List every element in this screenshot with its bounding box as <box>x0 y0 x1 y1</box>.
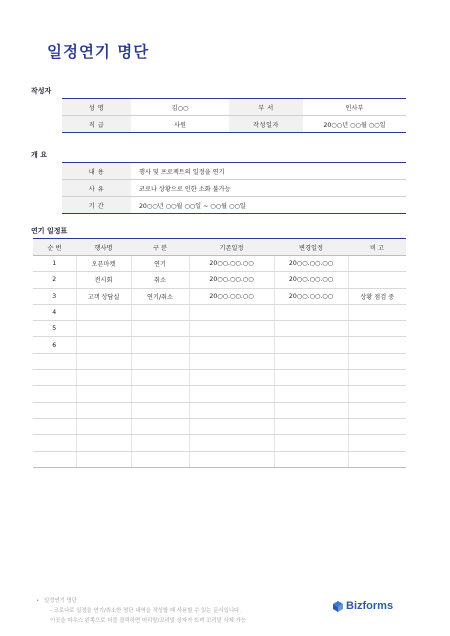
cell-no[interactable]: 2 <box>33 272 76 288</box>
cell-remarks[interactable]: 상황 점검 중 <box>348 288 406 304</box>
reason-value[interactable]: 코로나 상황으로 인한 소화 불가능 <box>131 180 406 197</box>
cell-no[interactable] <box>33 370 76 386</box>
content-label: 내 용 <box>62 163 131 180</box>
table-row <box>33 353 406 369</box>
name-label: 성 명 <box>62 99 131 116</box>
page-title: 일정연기 명단 <box>47 43 150 61</box>
footer-line3: 이곳을 마우스 왼쪽으로 더블 클릭하면 머리말/꼬리말 상자가 뜨며 꼬리말 삭제 가능 <box>50 618 247 624</box>
cell-no[interactable] <box>33 386 76 402</box>
overview-row <box>62 163 406 180</box>
table-row <box>33 386 406 402</box>
schedule-body <box>33 256 406 468</box>
table-row <box>33 370 406 386</box>
cell-no[interactable] <box>33 418 76 434</box>
cell-event[interactable] <box>76 337 131 353</box>
cell-new-date[interactable] <box>274 304 348 320</box>
cell-event[interactable] <box>76 451 131 467</box>
cell-type[interactable] <box>131 353 189 369</box>
bizforms-logo <box>333 600 393 612</box>
cell-event[interactable] <box>76 304 131 320</box>
cell-remarks[interactable] <box>348 418 406 434</box>
overview-section-label: 개 요 <box>31 151 47 159</box>
cell-new-date[interactable] <box>274 435 348 451</box>
col-header-type: 구 분 <box>131 239 189 256</box>
period-value[interactable]: 20○○년 ○○월 ○○일 ~ ○○월 ○○일 <box>131 197 406 214</box>
col-header-remarks: 비 고 <box>348 239 406 256</box>
overview-row <box>62 197 406 214</box>
table-row <box>33 321 406 337</box>
cell-new-date[interactable] <box>274 370 348 386</box>
cell-type[interactable] <box>131 386 189 402</box>
cell-event[interactable] <box>76 370 131 386</box>
cell-original-date[interactable] <box>189 370 274 386</box>
cell-new-date[interactable]: 20○○.○○.○○ <box>274 288 348 304</box>
cell-type[interactable] <box>131 451 189 467</box>
cell-no[interactable] <box>33 451 76 467</box>
department-label: 부 서 <box>229 99 303 116</box>
cell-remarks[interactable] <box>348 256 406 272</box>
cell-event[interactable] <box>76 353 131 369</box>
cell-original-date[interactable] <box>189 321 274 337</box>
cell-new-date[interactable] <box>274 451 348 467</box>
cell-event[interactable] <box>76 321 131 337</box>
cell-original-date[interactable] <box>189 386 274 402</box>
overview-row <box>62 180 406 197</box>
cell-new-date[interactable] <box>274 337 348 353</box>
cell-type[interactable]: 취소 <box>131 272 189 288</box>
cell-remarks[interactable] <box>348 451 406 467</box>
cell-event[interactable]: 고객 상담실 <box>76 288 131 304</box>
bizforms-logo-icon <box>333 601 343 612</box>
cell-remarks[interactable] <box>348 402 406 418</box>
cell-type[interactable]: 연기/취소 <box>131 288 189 304</box>
table-row <box>33 402 406 418</box>
schedule-section-label: 연기 일정표 <box>31 227 68 235</box>
cell-event[interactable] <box>76 386 131 402</box>
cell-remarks[interactable] <box>348 435 406 451</box>
cell-type[interactable] <box>131 321 189 337</box>
cell-type[interactable] <box>131 402 189 418</box>
schedule-table <box>33 238 406 468</box>
cell-remarks[interactable] <box>348 353 406 369</box>
cell-new-date[interactable]: 20○○.○○.○○ <box>274 272 348 288</box>
cell-new-date[interactable] <box>274 418 348 434</box>
cell-type[interactable]: 연기 <box>131 256 189 272</box>
cell-no[interactable] <box>33 435 76 451</box>
cell-no[interactable] <box>33 402 76 418</box>
cell-type[interactable] <box>131 304 189 320</box>
cell-type[interactable] <box>131 418 189 434</box>
cell-remarks[interactable] <box>348 272 406 288</box>
cell-original-date[interactable] <box>189 435 274 451</box>
col-header-new-date: 변경일정 <box>274 239 348 256</box>
cell-original-date[interactable] <box>189 451 274 467</box>
cell-new-date[interactable] <box>274 321 348 337</box>
cell-no[interactable]: 4 <box>33 304 76 320</box>
cell-remarks[interactable] <box>348 337 406 353</box>
period-label: 기 간 <box>62 197 131 214</box>
author-row <box>62 99 406 116</box>
cell-original-date[interactable] <box>189 337 274 353</box>
name-value[interactable]: 김○○ <box>131 99 229 116</box>
author-row <box>62 116 406 133</box>
cell-new-date[interactable] <box>274 402 348 418</box>
author-section-label: 작성자 <box>31 87 52 95</box>
footer-line2: - 코로나로 일정을 연기/취소한 명단 내역을 작성할 때 사용할 수 있는 문서입니다. <box>50 608 241 614</box>
cell-no[interactable] <box>33 353 76 369</box>
cell-original-date[interactable] <box>189 402 274 418</box>
cell-no[interactable]: 3 <box>33 288 76 304</box>
table-row <box>33 337 406 353</box>
table-row <box>33 451 406 467</box>
table-row <box>33 418 406 434</box>
cell-new-date[interactable] <box>274 386 348 402</box>
cell-event[interactable]: 오픈마켓 <box>76 256 131 272</box>
cell-remarks[interactable] <box>348 321 406 337</box>
col-header-original-date: 기존일정 <box>189 239 274 256</box>
table-row <box>33 256 406 272</box>
cell-type[interactable] <box>131 337 189 353</box>
cell-remarks[interactable] <box>348 386 406 402</box>
table-row <box>33 435 406 451</box>
date-label: 작성일자 <box>229 116 303 133</box>
cell-remarks[interactable] <box>348 304 406 320</box>
footer-note <box>36 596 246 626</box>
cell-event[interactable]: 전시회 <box>76 272 131 288</box>
cell-original-date[interactable] <box>189 353 274 369</box>
bizforms-logo-text: Bizforms <box>346 600 394 612</box>
cell-event[interactable] <box>76 435 131 451</box>
table-row <box>33 288 406 304</box>
cell-original-date[interactable]: 20○○.○○.○○ <box>189 256 274 272</box>
col-header-event: 행사명 <box>76 239 131 256</box>
cell-no[interactable]: 5 <box>33 321 76 337</box>
author-table <box>62 98 406 133</box>
department-value[interactable]: 인사부 <box>303 99 406 116</box>
cell-original-date[interactable]: 20○○.○○.○○ <box>189 272 274 288</box>
rank-value[interactable]: 사원 <box>131 116 229 133</box>
cell-new-date[interactable]: 20○○.○○.○○ <box>274 256 348 272</box>
rank-label: 직 급 <box>62 116 131 133</box>
cell-type[interactable] <box>131 435 189 451</box>
cell-no[interactable]: 1 <box>33 256 76 272</box>
schedule-header-row <box>33 239 406 256</box>
cell-original-date[interactable] <box>189 304 274 320</box>
table-row <box>33 272 406 288</box>
cell-event[interactable] <box>76 402 131 418</box>
cell-type[interactable] <box>131 370 189 386</box>
date-value[interactable]: 20○○년 ○○월 ○○일 <box>303 116 406 133</box>
bullet-icon: • <box>36 598 40 604</box>
cell-event[interactable] <box>76 418 131 434</box>
cell-original-date[interactable]: 20○○.○○.○○ <box>189 288 274 304</box>
cell-no[interactable]: 6 <box>33 337 76 353</box>
col-header-no: 순 번 <box>33 239 76 256</box>
cell-original-date[interactable] <box>189 418 274 434</box>
cell-new-date[interactable] <box>274 353 348 369</box>
table-row <box>33 304 406 320</box>
cell-remarks[interactable] <box>348 370 406 386</box>
content-value[interactable]: 행사 및 프로젝트의 일정을 연기 <box>131 163 406 180</box>
reason-label: 사 유 <box>62 180 131 197</box>
footer-line1: 일정연기 명단 <box>44 598 77 604</box>
overview-table <box>62 162 406 214</box>
